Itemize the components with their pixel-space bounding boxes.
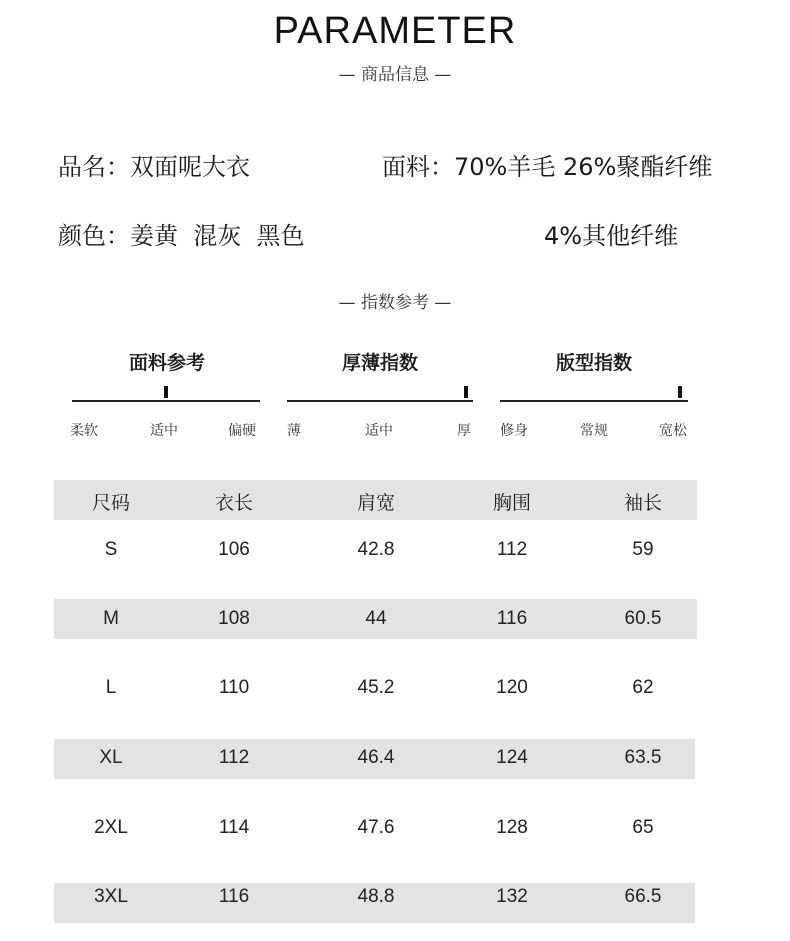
table-cell-size: M: [103, 608, 119, 629]
size-table: [54, 480, 697, 941]
fit-scale-marker: [678, 386, 682, 398]
table-cell-sleeve: 60.5: [624, 608, 662, 629]
table-cell-chest: 124: [496, 747, 528, 768]
table-cell-size: S: [104, 539, 118, 560]
fabric-scale-line: [72, 400, 260, 402]
fit-scale-tick-mid: 常规: [580, 423, 608, 439]
fit-scale-tick-low: 修身: [500, 423, 528, 439]
table-cell-size: 3XL: [94, 886, 128, 907]
table-cell-shoulder: 47.6: [357, 817, 395, 838]
index-section-label: — 指数参考 —: [338, 293, 452, 313]
header-length: 衣长: [214, 492, 253, 514]
fabric-scale-tick-low: 柔软: [70, 423, 98, 439]
fit-scale-line: [500, 400, 688, 402]
thickness-scale: [287, 346, 477, 446]
table-cell-length: 106: [218, 539, 250, 560]
table-cell-size: XL: [99, 747, 123, 768]
table-cell-chest: 128: [496, 817, 528, 838]
table-cell-length: 108: [218, 608, 250, 629]
thickness-scale-line: [287, 400, 473, 402]
table-cell-shoulder: 46.4: [357, 747, 395, 768]
thickness-scale-tick-low: 薄: [287, 423, 301, 439]
product-name: 品名：双面呢大衣: [58, 153, 250, 181]
fabric-scale-marker: [164, 386, 168, 398]
thickness-scale-tick-high: 厚: [457, 423, 471, 439]
product-colors: 颜色：姜黄 混灰 黑色: [58, 222, 305, 250]
fabric-scale-tick-mid: 适中: [150, 423, 178, 439]
table-cell-chest: 132: [496, 886, 528, 907]
table-cell-chest: 120: [496, 677, 528, 698]
table-cell-sleeve: 66.5: [624, 886, 662, 907]
table-cell-shoulder: 44: [365, 608, 387, 629]
table-cell-length: 114: [218, 817, 250, 838]
thickness-scale-tick-mid: 适中: [365, 423, 393, 439]
table-cell-size: L: [105, 677, 117, 698]
fit-scale-tick-high: 宽松: [659, 423, 687, 439]
table-cell-sleeve: 62: [632, 677, 654, 698]
table-cell-chest: 112: [496, 539, 528, 560]
fabric-scale: [72, 346, 262, 446]
table-cell-sleeve: 65: [632, 817, 654, 838]
product-fabric-continued: 4%其他纤维: [544, 222, 679, 250]
page-subtitle: — 商品信息 —: [338, 65, 452, 85]
header-size: 尺码: [91, 492, 130, 514]
table-cell-shoulder: 48.8: [357, 886, 395, 907]
product-fabric: 面料：70%羊毛 26%聚酯纤维: [382, 153, 713, 181]
fabric-scale-title: 面料参考: [128, 352, 205, 374]
table-cell-length: 110: [218, 677, 250, 698]
header-sleeve: 袖长: [623, 492, 662, 514]
header-shoulder: 肩宽: [356, 492, 395, 514]
thickness-scale-marker: [464, 386, 468, 398]
table-cell-sleeve: 59: [632, 539, 654, 560]
table-cell-shoulder: 42.8: [357, 539, 395, 560]
page-title: PARAMETER: [273, 10, 517, 52]
thickness-scale-title: 厚薄指数: [341, 352, 418, 374]
table-cell-sleeve: 63.5: [624, 747, 662, 768]
header-chest: 胸围: [492, 492, 531, 514]
fit-scale: [500, 346, 690, 446]
table-cell-length: 116: [218, 886, 250, 907]
fit-scale-title: 版型指数: [555, 352, 632, 374]
table-cell-length: 112: [218, 747, 250, 768]
fabric-scale-tick-high: 偏硬: [228, 423, 256, 439]
table-cell-chest: 116: [496, 608, 528, 629]
table-cell-size: 2XL: [94, 817, 128, 838]
table-cell-shoulder: 45.2: [357, 677, 395, 698]
